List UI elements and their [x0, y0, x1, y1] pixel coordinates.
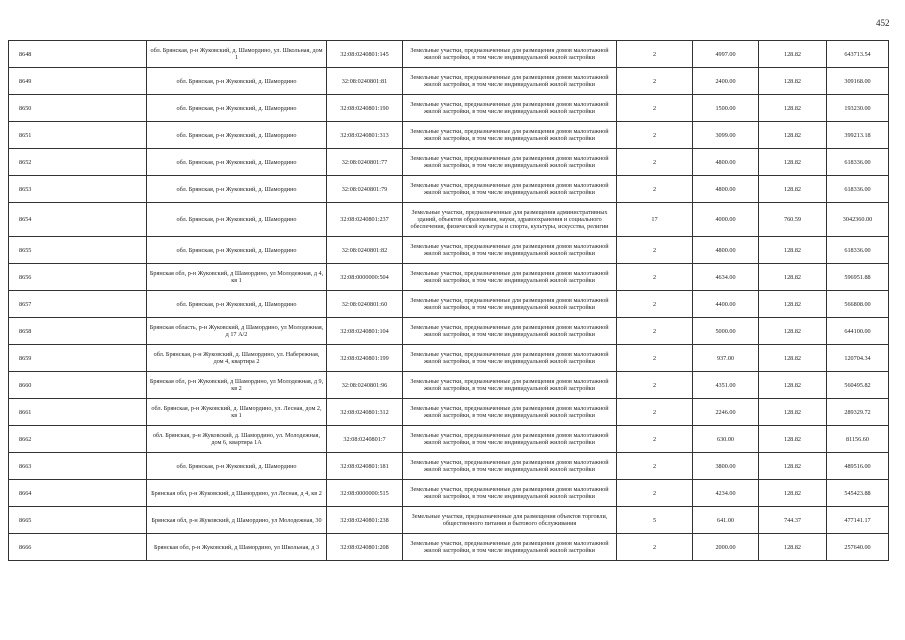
group-code-cell: 2: [617, 68, 693, 95]
cadastral-number-cell: 32:08:0240801:237: [327, 203, 403, 237]
land-use-cell: Земельные участки, предназначенные для размещения домов малоэтажной жилой застройки, в том числе индивидуальной жилой застройки: [403, 453, 617, 480]
table-row: [9, 203, 889, 237]
area-cell: 4997.00: [693, 41, 759, 68]
table-row: [9, 426, 889, 453]
table-row: [9, 507, 889, 534]
group-code-cell: 2: [617, 399, 693, 426]
address-cell: обл. Брянская, р-н Жуковский, д. Шамордино, ул. Лесная, дом 2, кв 1: [147, 399, 327, 426]
group-code-cell: 2: [617, 95, 693, 122]
row-number: 8663: [9, 453, 147, 480]
address-cell: обл. Брянская, р-н Жуковский, д. Шамордино: [147, 176, 327, 203]
group-code-cell: 2: [617, 149, 693, 176]
land-use-cell: Земельные участки, предназначенные для размещения домов малоэтажной жилой застройки, в том числе индивидуальной жилой застройки: [403, 372, 617, 399]
group-code-cell: 2: [617, 291, 693, 318]
cadastral-value-cell: 399213.18: [827, 122, 889, 149]
table-row: [9, 68, 889, 95]
row-number: 8656: [9, 264, 147, 291]
rate-cell: 128.82: [759, 176, 827, 203]
table-body: [9, 41, 889, 561]
table-row: [9, 41, 889, 68]
area-cell: 1500.00: [693, 95, 759, 122]
cadastral-number-cell: 32:08:0240801:208: [327, 534, 403, 561]
cadastral-value-cell: 618336.00: [827, 237, 889, 264]
cadastral-number-cell: 32:08:0240801:190: [327, 95, 403, 122]
area-cell: 2400.00: [693, 68, 759, 95]
address-cell: обл. Брянская, р-н Жуковский, д. Шамордино: [147, 291, 327, 318]
land-use-cell: Земельные участки, предназначенные для размещения домов малоэтажной жилой застройки, в том числе индивидуальной жилой застройки: [403, 318, 617, 345]
cadastral-value-cell: 193230.00: [827, 95, 889, 122]
area-cell: 4800.00: [693, 237, 759, 264]
rate-cell: 128.82: [759, 426, 827, 453]
table-row: [9, 453, 889, 480]
land-use-cell: Земельные участки, предназначенные для размещения домов малоэтажной жилой застройки, в том числе индивидуальной жилой застройки: [403, 237, 617, 264]
area-cell: 5000.00: [693, 318, 759, 345]
area-cell: 2000.00: [693, 534, 759, 561]
land-use-cell: Земельные участки, предназначенные для размещения домов малоэтажной жилой застройки, в том числе индивидуальной жилой застройки: [403, 426, 617, 453]
cadastral-value-cell: 257640.00: [827, 534, 889, 561]
group-code-cell: 2: [617, 480, 693, 507]
row-number: 8665: [9, 507, 147, 534]
area-cell: 4400.00: [693, 291, 759, 318]
table-row: [9, 149, 889, 176]
address-cell: обл. Брянская, р-н Жуковский, д. Шамордино, ул. Школьная, дом 1: [147, 41, 327, 68]
cadastral-number-cell: 32:08:0240801:60: [327, 291, 403, 318]
area-cell: 2246.00: [693, 399, 759, 426]
group-code-cell: 2: [617, 318, 693, 345]
rate-cell: 128.82: [759, 291, 827, 318]
cadastral-value-cell: 3042360.00: [827, 203, 889, 237]
row-number: 8658: [9, 318, 147, 345]
area-cell: 3800.00: [693, 453, 759, 480]
row-number: 8655: [9, 237, 147, 264]
rate-cell: 128.82: [759, 122, 827, 149]
row-number: 8660: [9, 372, 147, 399]
row-number: 8652: [9, 149, 147, 176]
cadastral-value-cell: 81156.60: [827, 426, 889, 453]
group-code-cell: 2: [617, 122, 693, 149]
rate-cell: 128.82: [759, 68, 827, 95]
group-code-cell: 5: [617, 507, 693, 534]
table-row: [9, 291, 889, 318]
row-number: 8649: [9, 68, 147, 95]
address-cell: Брянская обл, р-н Жуковский, д Шамордино, ул Молодежная, 30: [147, 507, 327, 534]
cadastral-number-cell: 32:08:0240801:7: [327, 426, 403, 453]
table-row: [9, 318, 889, 345]
cadastral-value-cell: 489516.00: [827, 453, 889, 480]
row-number: 8654: [9, 203, 147, 237]
cadastral-number-cell: 32:08:0240801:313: [327, 122, 403, 149]
row-number: 8662: [9, 426, 147, 453]
table-row: [9, 264, 889, 291]
rate-cell: 128.82: [759, 345, 827, 372]
group-code-cell: 2: [617, 345, 693, 372]
address-cell: обл. Брянская, р-н Жуковский, д. Шамордино: [147, 122, 327, 149]
cadastral-number-cell: 32:08:0240801:104: [327, 318, 403, 345]
row-number: 8657: [9, 291, 147, 318]
area-cell: 4800.00: [693, 149, 759, 176]
rate-cell: 744.37: [759, 507, 827, 534]
row-number: 8648: [9, 41, 147, 68]
row-number: 8650: [9, 95, 147, 122]
area-cell: 3099.00: [693, 122, 759, 149]
cadastral-value-cell: 477141.17: [827, 507, 889, 534]
land-use-cell: Земельные участки, предназначенные для размещения домов малоэтажной жилой застройки, в том числе индивидуальной жилой застройки: [403, 176, 617, 203]
land-use-cell: Земельные участки, предназначенные для размещения домов малоэтажной жилой застройки, в том числе индивидуальной жилой застройки: [403, 264, 617, 291]
land-use-cell: Земельные участки, предназначенные для размещения домов малоэтажной жилой застройки, в том числе индивидуальной жилой застройки: [403, 122, 617, 149]
row-number: 8659: [9, 345, 147, 372]
area-cell: 630.00: [693, 426, 759, 453]
cadastral-value-cell: 309168.00: [827, 68, 889, 95]
cadastral-number-cell: 32:08:0240801:312: [327, 399, 403, 426]
rate-cell: 128.82: [759, 399, 827, 426]
cadastral-value-cell: 120704.34: [827, 345, 889, 372]
cadastral-value-cell: 618336.00: [827, 149, 889, 176]
cadastral-value-cell: 560495.82: [827, 372, 889, 399]
land-use-cell: Земельные участки, предназначенные для размещения домов малоэтажной жилой застройки, в том числе индивидуальной жилой застройки: [403, 149, 617, 176]
rate-cell: 760.59: [759, 203, 827, 237]
cadastral-number-cell: 32:08:0000000:504: [327, 264, 403, 291]
table-row: [9, 237, 889, 264]
area-cell: 641.00: [693, 507, 759, 534]
land-use-cell: Земельные участки, предназначенные для размещения домов малоэтажной жилой застройки, в том числе индивидуальной жилой застройки: [403, 291, 617, 318]
area-cell: 4000.00: [693, 203, 759, 237]
rate-cell: 128.82: [759, 149, 827, 176]
land-use-cell: Земельные участки, предназначенные для размещения домов малоэтажной жилой застройки, в том числе индивидуальной жилой застройки: [403, 68, 617, 95]
land-use-cell: Земельные участки, предназначенные для размещения домов малоэтажной жилой застройки, в том числе индивидуальной жилой застройки: [403, 534, 617, 561]
cadastral-value-cell: 618336.00: [827, 176, 889, 203]
row-number: 8664: [9, 480, 147, 507]
cadastral-number-cell: 32:08:0240801:82: [327, 237, 403, 264]
rate-cell: 128.82: [759, 95, 827, 122]
group-code-cell: 2: [617, 426, 693, 453]
cadastral-number-cell: 32:08:0240801:199: [327, 345, 403, 372]
address-cell: Брянская обл, р-н Жуковский, д Шамордино, ул Лесная, д 4, кв 2: [147, 480, 327, 507]
land-use-cell: Земельные участки, предназначенные для размещения домов малоэтажной жилой застройки, в том числе индивидуальной жилой застройки: [403, 41, 617, 68]
rate-cell: 128.82: [759, 41, 827, 68]
group-code-cell: 2: [617, 372, 693, 399]
group-code-cell: 2: [617, 534, 693, 561]
rate-cell: 128.82: [759, 237, 827, 264]
address-cell: обл. Брянская, р-н Жуковский, д. Шамордино: [147, 203, 327, 237]
area-cell: 937.00: [693, 345, 759, 372]
address-cell: обл. Брянская, р-н Жуковский, д. Шамордино: [147, 237, 327, 264]
table-row: [9, 534, 889, 561]
table-row: [9, 95, 889, 122]
cadastral-number-cell: 32:08:0240801:238: [327, 507, 403, 534]
table-row: [9, 345, 889, 372]
cadastral-number-cell: 32:08:0240801:79: [327, 176, 403, 203]
cadastral-number-cell: 32:08:0000000:515: [327, 480, 403, 507]
group-code-cell: 2: [617, 453, 693, 480]
group-code-cell: 2: [617, 41, 693, 68]
land-use-cell: Земельные участки, предназначенные для размещения домов малоэтажной жилой застройки, в том числе индивидуальной жилой застройки: [403, 480, 617, 507]
cadastral-value-cell: 596951.88: [827, 264, 889, 291]
cadastral-value-cell: 289329.72: [827, 399, 889, 426]
cadastral-value-cell: 643713.54: [827, 41, 889, 68]
row-number: 8651: [9, 122, 147, 149]
land-use-cell: Земельные участки, предназначенные для размещения домов малоэтажной жилой застройки, в том числе индивидуальной жилой застройки: [403, 399, 617, 426]
cadastral-value-cell: 644100.00: [827, 318, 889, 345]
land-use-cell: Земельные участки, предназначенные для размещения домов малоэтажной жилой застройки, в том числе индивидуальной жилой застройки: [403, 95, 617, 122]
address-cell: обл. Брянская, р-н Жуковский, д. Шамордино: [147, 149, 327, 176]
cadastral-number-cell: 32:08:0240801:145: [327, 41, 403, 68]
cadastral-value-cell: 566808.00: [827, 291, 889, 318]
address-cell: обл. Брянская, р-н Жуковский, д. Шамордино, ул. Молодежная, дом 6, квартира 1А: [147, 426, 327, 453]
land-plots-table: [8, 40, 889, 561]
page-number: 452: [876, 18, 890, 28]
address-cell: Брянская обл, р-н Жуковский, д Шамордино, ул Молодежная, д 9, кв 2: [147, 372, 327, 399]
address-cell: обл. Брянская, р-н Жуковский, д. Шамордино: [147, 453, 327, 480]
rate-cell: 128.82: [759, 453, 827, 480]
land-use-cell: Земельные участки, предназначенные для размещения административных зданий, объектов образования, науки, здравоохранения и социального обеспечения, физической культуры и спорта, культуры, искусства, религии: [403, 203, 617, 237]
area-cell: 4800.00: [693, 176, 759, 203]
group-code-cell: 17: [617, 203, 693, 237]
row-number: 8661: [9, 399, 147, 426]
area-cell: 4634.00: [693, 264, 759, 291]
row-number: 8666: [9, 534, 147, 561]
cadastral-number-cell: 32:08:0240801:77: [327, 149, 403, 176]
group-code-cell: 2: [617, 176, 693, 203]
rate-cell: 128.82: [759, 318, 827, 345]
table-row: [9, 399, 889, 426]
rate-cell: 128.82: [759, 534, 827, 561]
address-cell: обл. Брянская, р-н Жуковский, д. Шамордино, ул. Набережная, дом 4, квартира 2: [147, 345, 327, 372]
address-cell: Брянская обл, р-н Жуковский, д Шамордино, ул Молодежная, д 4, кв 1: [147, 264, 327, 291]
cadastral-value-cell: 545423.88: [827, 480, 889, 507]
row-number: 8653: [9, 176, 147, 203]
land-use-cell: Земельные участки, предназначенные для размещения домов малоэтажной жилой застройки, в том числе индивидуальной жилой застройки: [403, 345, 617, 372]
table-row: [9, 480, 889, 507]
address-cell: Брянская обл, р-н Жуковский, д Шамордино, ул Школьная, д 3: [147, 534, 327, 561]
address-cell: обл. Брянская, р-н Жуковский, д. Шамордино: [147, 95, 327, 122]
table-row: [9, 372, 889, 399]
group-code-cell: 2: [617, 237, 693, 264]
rate-cell: 128.82: [759, 264, 827, 291]
cadastral-number-cell: 32:08:0240801:96: [327, 372, 403, 399]
table-row: [9, 176, 889, 203]
address-cell: Брянская область, р-н Жуковский, д Шамордино, ул Молодежная, д 17 А/2: [147, 318, 327, 345]
area-cell: 4351.00: [693, 372, 759, 399]
area-cell: 4234.00: [693, 480, 759, 507]
table-row: [9, 122, 889, 149]
cadastral-number-cell: 32:08:0240801:81: [327, 68, 403, 95]
rate-cell: 128.82: [759, 480, 827, 507]
group-code-cell: 2: [617, 264, 693, 291]
address-cell: обл. Брянская, р-н Жуковский, д. Шамордино: [147, 68, 327, 95]
cadastral-number-cell: 32:08:0240801:181: [327, 453, 403, 480]
rate-cell: 128.82: [759, 372, 827, 399]
land-use-cell: Земельные участки, предназначенные для размещения объектов торговли, общественного питания и бытового обслуживания: [403, 507, 617, 534]
